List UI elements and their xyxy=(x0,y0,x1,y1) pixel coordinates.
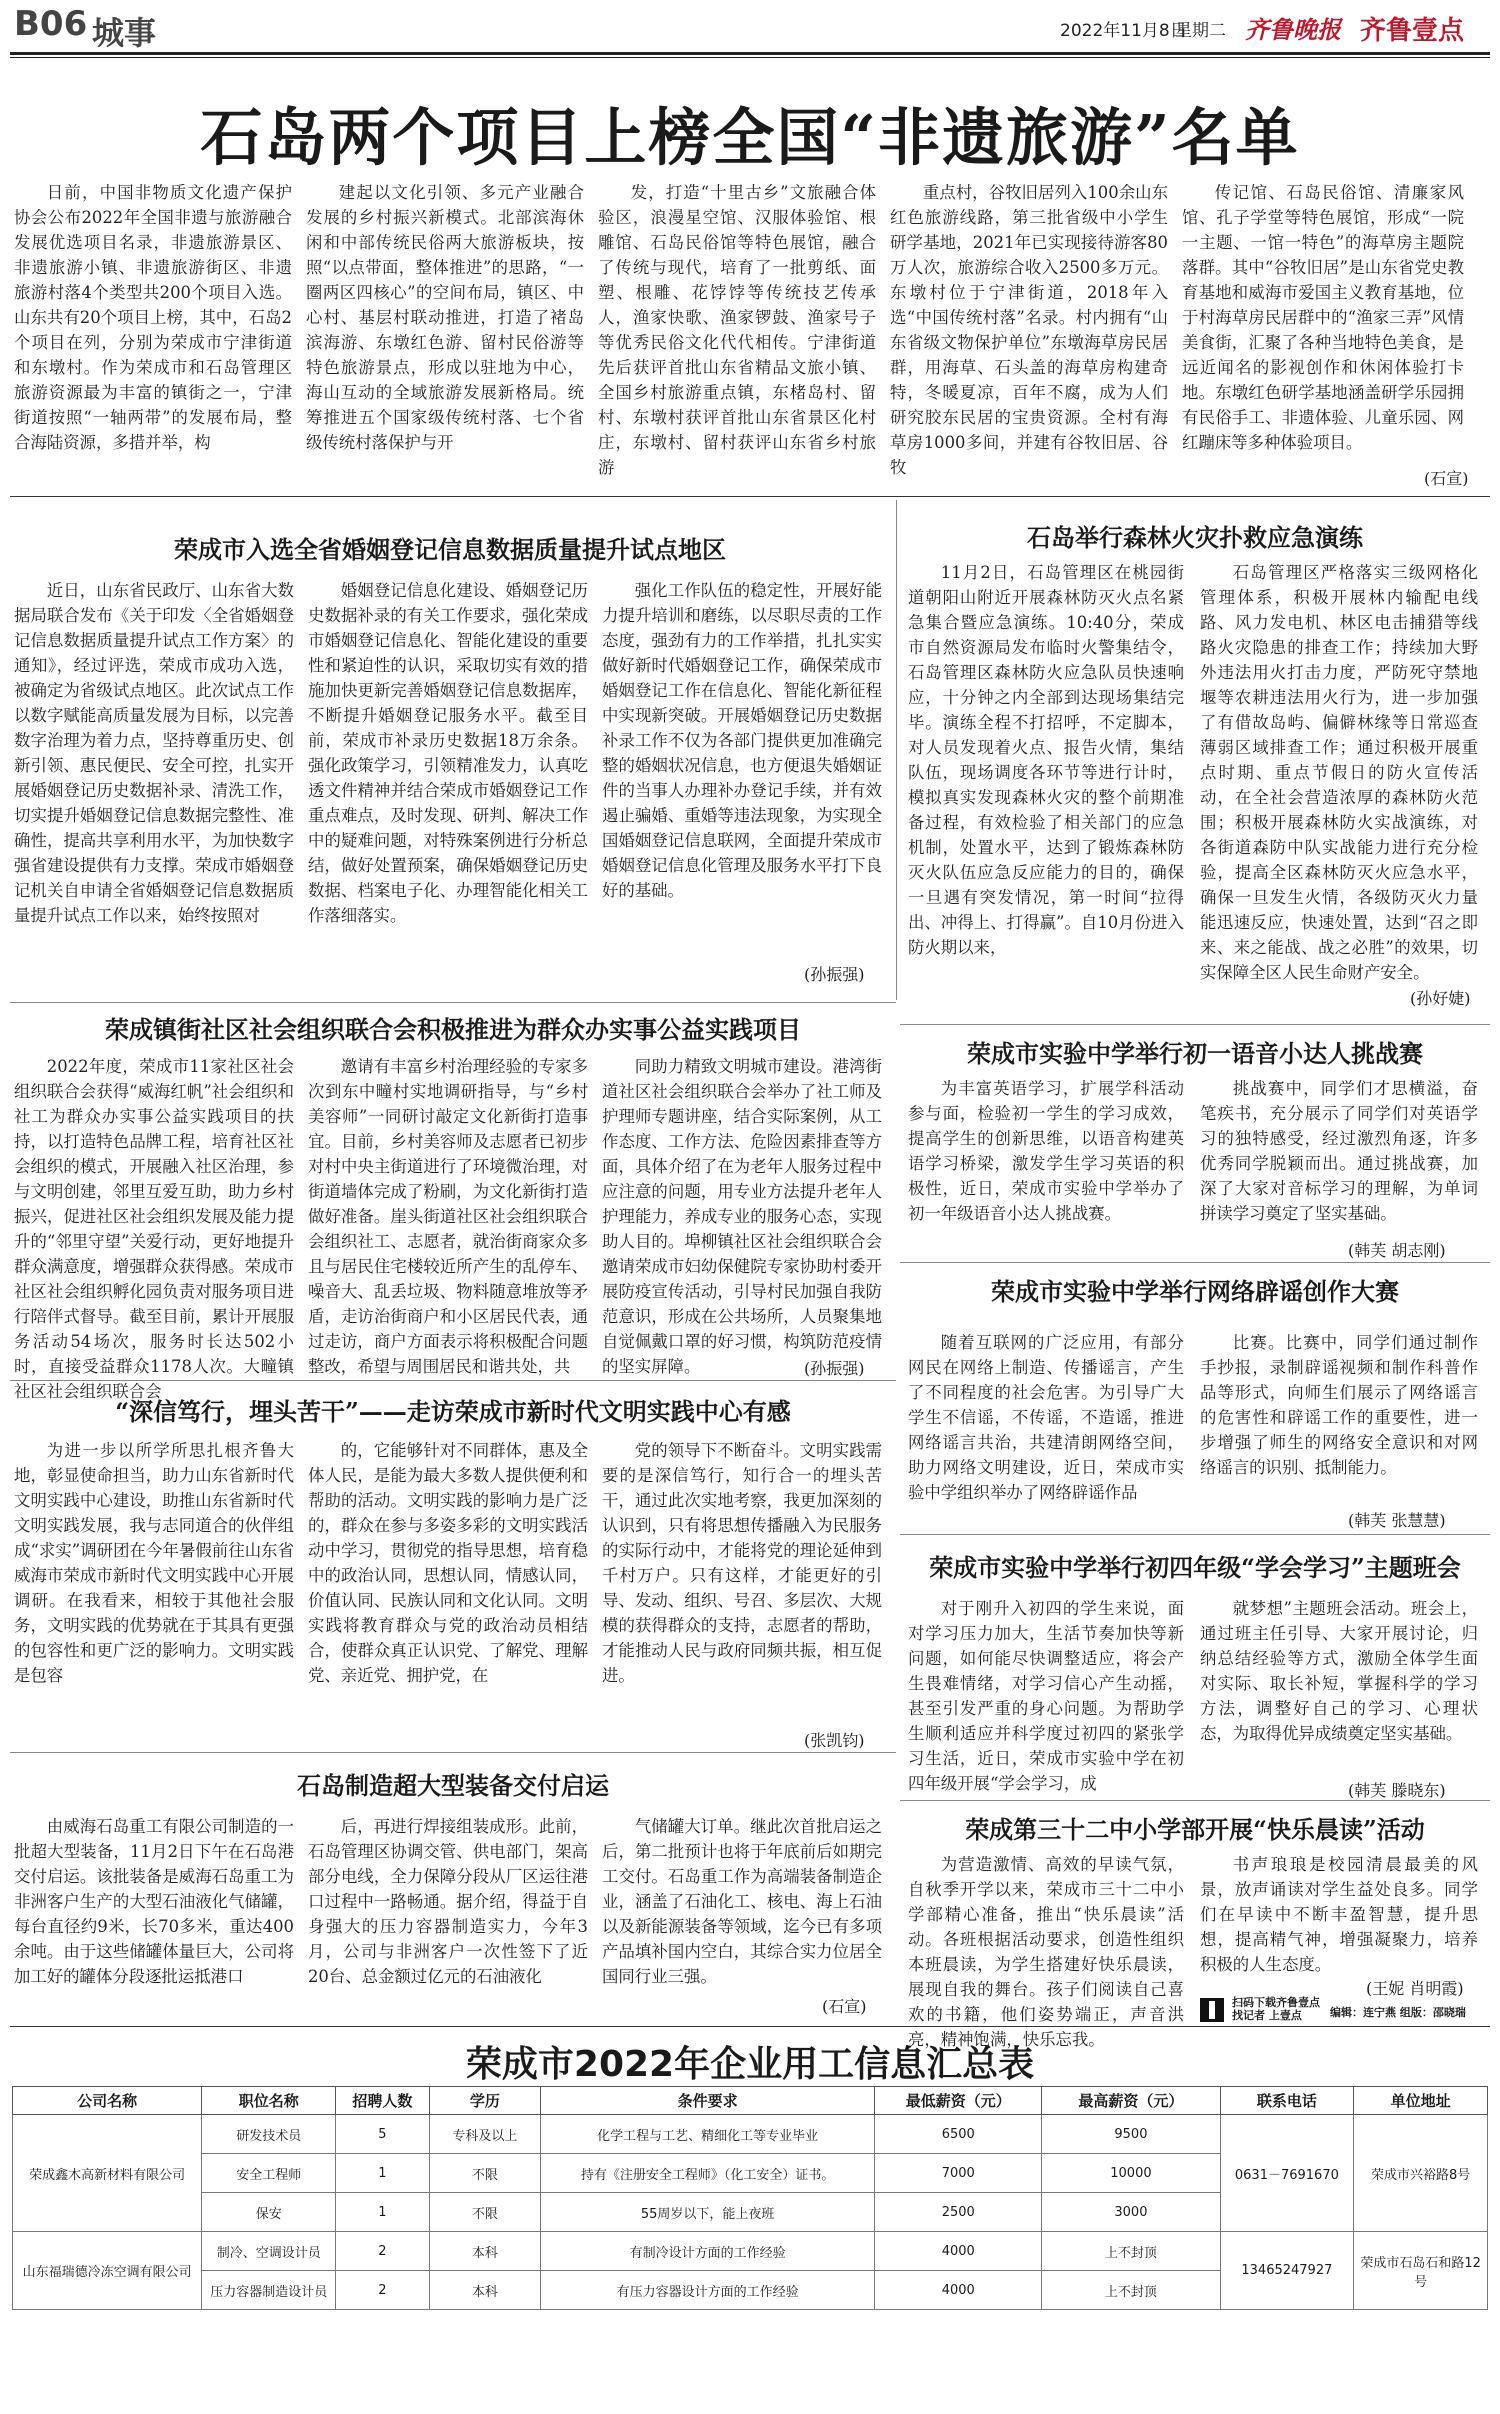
rumor-byline: (韩芙 张慧慧) xyxy=(1348,1511,1446,1530)
reading-byline: (王妮 肖明霞) xyxy=(1366,1979,1464,1998)
lead-article-col-3: 发，打造“十里古乡”文旅融合体验区，浪漫星空馆、汉服体验馆、根雕馆、石岛民俗馆等特色展馆，融合了传统与现代，培育了一批剪纸、面塑、根雕、花饽饽等传统技艺传承人，渔家快歌、渔家锣鼓、渔家号子等优秀民俗文化代代相传。宁津街道先后获评首批山东省精品文旅小镇、全国乡村旅游重点镇，东楮岛村、留村、东墩村获评首批山东省景区化村庄，东墩村、留村获评山东省乡村旅游 xyxy=(598,183,876,477)
issue-date: 2022年11月8日 xyxy=(1060,21,1187,41)
education: 本科 xyxy=(429,2271,540,2310)
divider xyxy=(10,496,1490,497)
article-title-marriage-data: 荣成市入选全省婚姻登记信息数据质量提升试点地区 xyxy=(174,535,726,564)
divider xyxy=(896,500,897,1000)
masthead-rule xyxy=(10,52,1490,55)
col-header-phone: 联系电话 xyxy=(1220,2087,1354,2115)
divider xyxy=(10,1380,896,1381)
article-title-learning-meeting: 荣成市实验中学举行初四年级“学会学习”主题班会 xyxy=(929,1553,1461,1582)
min-salary: 2500 xyxy=(875,2193,1042,2232)
position: 研发技术员 xyxy=(202,2115,336,2154)
lead-article-col-4: 重点村，谷牧旧居列入100余山东红色旅游线路，第三批省级中小学生研学基地，2021年已实现接待游客80万人次，旅游综合收入2500多万元。东墩村位于宁津街道，2018年入选“中国传统村落”名录。村内拥有“山东省级文物保护单位”东墩海草房民居群，用海草、石头盖的海草房构建奇特，冬暖夏凉，百年不腐，成为人们研究胶东民居的宝贵资源。全村有海草房1000多间，并建有谷牧旧居、谷牧 xyxy=(890,183,1168,477)
community-col-1: 2022年度，荣成市11家社区社会组织联合会获得“威海红帆”社会组织和社工为群众办实事公益实践项目的扶持，以打造特色品牌工程，培育社区社会组织的模式，开展融入社区治理，参与文明创建，邻里互爱互助，助力乡村振兴，促进社区社会组织发展及能力提升的“邻里守望”关爱行动，更好地提升群众满意度，增强群众获得感。荣成市社区社会组织孵化园负责对服务项目进行陪伴式督导。截至目前，累计开展服务活动54场次，服务时长达502小时，直接受益群众1178人次。大疃镇社区社会组织联合会 xyxy=(14,1057,294,1401)
divider xyxy=(900,1534,1490,1535)
max-salary: 9500 xyxy=(1042,2115,1220,2154)
learning-col-2: 就梦想”主题班会活动。班会上，通过班主任引导、大家开展讨论，归纳总结经验等方式，激励全体学生面对实际、取长补短，掌握科学的学习方法，调整好自己的学习、心理状态，为取得优异成绩奠定坚实基础。 xyxy=(1200,1599,1478,1743)
phonics-byline: (韩芙 胡志刚) xyxy=(1348,1241,1446,1260)
education: 专科及以上 xyxy=(429,2115,540,2154)
col-header-headcount: 招聘人数 xyxy=(336,2087,430,2115)
qr-caption-line-2: 找记者 上壹点 xyxy=(1232,2009,1302,2022)
education: 本科 xyxy=(429,2232,540,2271)
issue-weekday: 星期二 xyxy=(1175,21,1226,41)
requirements: 化学工程与工艺、精细化工等专业毕业 xyxy=(541,2115,875,2154)
page-number: B06 xyxy=(14,4,88,44)
qr-code-icon[interactable] xyxy=(1200,1998,1224,2022)
equipment-col-1: 由威海石岛重工有限公司制造的一批超大型装备，11月2日下午在石岛港交付启运。该批装备是威海石岛重工为非洲客户生产的大型石油液化气储罐，每台直径约9米，长70多米，重达400余吨。由于这些储罐体量巨大，公司将加工好的罐体分段逐批运抵港口 xyxy=(14,1817,294,1986)
editor-credit: 编辑：连宁燕 组版：邵晓瑞 xyxy=(1330,2006,1466,2019)
position: 保安 xyxy=(202,2193,336,2232)
community-col-3: 同助力精致文明城市建设。港湾街道社区社会组织联合会举办了社工师及护理师专题讲座，结合实际案例，从工作态度、工作方法、危险因素排查等方面，具体介绍了在为老年人服务过程中应注意的问题，用专业方法提升老年人护理能力，养成专业的服务心态，实现助人目的。埠柳镇社区社会组织联合会邀请荣成市妇幼保健院专家协助村委开展防疫宣传活动，引导村民加强自我防范意识，形成在公共场所，人员聚集地自觉佩戴口罩的好习惯，构筑防范疫情的坚实屏障。 xyxy=(602,1057,882,1376)
jobs-table-title: 荣成市2022年企业用工信息汇总表 xyxy=(465,2044,1035,2085)
learning-byline: (韩芙 滕晓东) xyxy=(1348,1781,1446,1800)
civilization-col-1: 为进一步以所学所思扎根齐鲁大地，彰显使命担当，助力山东省新时代文明实践中心建设，助推山东省新时代文明实践发展，我与志同道合的伙伴组成“求实”调研团在今年暑假前往山东省威海市荣成市新时代文明实践中心开展调研。在我看来，相较于其他社会服务，文明实践的优势就在于其具有更强的包容性和更广泛的影响力。文明实践是包容 xyxy=(14,1441,294,1685)
forest-col-1: 11月2日，石岛管理区在桃园街道朝阳山附近开展森林防灭火点名紧急集合暨应急演练。10:40分，荣成市自然资源局发布临时火警集结令，石岛管理区森林防火应急队员快速响应，十分钟之内全部到达现场集结完毕。演练全程不打招呼，不定脚本，对人员发现着火点、报告火情，集结队伍，现场调度各环节等进行计时，模拟真实发现森林火灾的整个前期准备过程，有效检验了相关部门的应急机制，处置水平，达到了锻炼森林防灭火队伍应急反应能力的目的，确保一旦遇有突发情况，第一时间“拉得出、冲得上、打得赢”。自10月份进入防火期以来， xyxy=(908,563,1184,957)
article-title-heavy-equipment: 石岛制造超大型装备交付启运 xyxy=(297,1771,609,1800)
article-title-morning-reading: 荣成第三十二中小学部开展“快乐晨读”活动 xyxy=(965,1815,1425,1844)
article-title-phonics: 荣成市实验中学举行初一语音小达人挑战赛 xyxy=(967,1039,1423,1068)
reading-col-2: 书声琅琅是校园清晨最美的风景，放声诵读对学生益处良多。同学们在早读中不断丰盈智慧，提升思想，提高精气神，增强凝聚力，培养积极的人生态度。 xyxy=(1200,1855,1478,1974)
marriage-col-1: 近日，山东省民政厅、山东省大数据局联合发布《关于印发〈全省婚姻登记信息数据质量提升试点工作方案〉的通知》，经过评选，荣成市成功入选，被确定为省级试点地区。此次试点工作以数字赋能高质量发展为目标，以完善数字治理为着力点，坚持尊重历史、创新引领、惠民便民、安全可控，扎实开展婚姻登记历史数据补录、清洗工作，切实提升婚姻登记信息数据完整性、准确性，提高共享利用水平，为加快数字强省建设提供有力支撑。荣成市婚姻登记机关自申请全省婚姻登记信息数据质量提升试点工作以来，始终按照对 xyxy=(14,581,294,925)
company-name: 山东福瑞德冷冻空调有限公司 xyxy=(13,2232,202,2310)
col-header-requirements: 条件要求 xyxy=(541,2087,875,2115)
min-salary: 4000 xyxy=(875,2232,1042,2271)
min-salary: 4000 xyxy=(875,2271,1042,2310)
article-title-community-org: 荣成镇街社区社会组织联合会积极推进为群众办实事公益实践项目 xyxy=(105,1015,801,1044)
company-name: 荣成鑫木高新材料有限公司 xyxy=(13,2115,202,2232)
max-salary: 上不封顶 xyxy=(1042,2271,1220,2310)
requirements: 持有《注册安全工程师》（化工安全）证书。 xyxy=(541,2154,875,2193)
divider xyxy=(10,1752,896,1753)
requirements: 有制冷设计方面的工作经验 xyxy=(541,2232,875,2271)
table-row xyxy=(13,2115,1488,2154)
learning-col-1: 对于刚升入初四的学生来说，面对学习压力加大，生活节奏加快等新问题，如何能尽快调整适应，将会产生畏难情绪，对学习信心产生动摇，甚至引发严重的身心问题。为帮助学生顺利适应并科学度过初四的紧张学习生活，近日，荣成市实验中学在初四年级开展“学会学习，成 xyxy=(908,1599,1184,1793)
civilization-col-3: 党的领导下不断奋斗。文明实践需要的是深信笃行，知行合一的埋头苦干，通过此次实地考察，我更加深刻的认识到，只有将思想传播融入为民服务的实际行动中，才能将党的理论延伸到千村万户。只有这样，才能更好的引导、发动、组织、号召、多层次、大规模的获得群众的支持，志愿者的帮助，才能推动人民与政府同频共振，相互促进。 xyxy=(602,1441,882,1685)
col-header-address: 单位地址 xyxy=(1354,2087,1488,2115)
divider xyxy=(10,1002,896,1003)
marriage-col-3: 强化工作队伍的稳定性，开展好能力提升培训和磨练，以尽职尽责的工作态度，强劲有力的工作举措，扎扎实实做好新时代婚姻登记工作，确保荣成市婚姻登记工作在信息化、智能化新征程中实现新突破。开展婚姻登记历史数据补录工作不仅为各部门提供更加准确完整的婚姻状况信息，也方便退失婚姻证件的当事人办理补办登记手续，并有效遏止骗婚、重婚等违法现象，为实现全国婚姻登记信息联网，全面提升荣成市婚姻登记信息化管理及服务水平打下良好的基础。 xyxy=(602,581,882,900)
community-col-2: 邀请有丰富乡村治理经验的专家多次到东中疃村实地调研指导，与“乡村美容师”一同研讨敲定文化新街打造事宜。目前，乡村美容师及志愿者已初步对村中央主街道进行了环境微治理，对街道墙体完成了粉刷，为文化新街打造做好准备。崖头街道社区社会组织联合会组织社工、志愿者，就治街商家众多且与居民住宅楼较近所产生的乱停车、噪音大、乱丢垃圾、物料随意堆放等矛盾，走访治街商户和小区居民代表，通过走访，商户方面表示将积极配合问题整改，希望与周围居民和谐共处，共 xyxy=(308,1057,588,1376)
brand-logo-qilu-evening: 齐鲁晚报 xyxy=(1245,15,1341,44)
rumor-col-2: 比赛。比赛中，同学们通过制作手抄报，录制辟谣视频和制作科普作品等形式，向师生们展示了网络谣言的危害性和辟谣工作的重要性，进一步增强了师生的网络安全意识和对网络谣言的识别、抵制能力。 xyxy=(1200,1333,1478,1477)
headcount: 1 xyxy=(336,2154,430,2193)
jobs-table xyxy=(12,2086,1488,2310)
position: 压力容器制造设计员 xyxy=(202,2271,336,2310)
reading-col-1: 为营造激情、高效的早读气氛，自秋季开学以来，荣成市三十二中小学部精心准备，推出“快乐晨读”活动。各班根据活动要求，创造性组织本班晨读，为学生搭建好快乐晨读，展现自我的舞台。孩子们阅读自己喜欢的书籍，他们姿势端正，声音洪亮，精神饱满，快乐忘我。 xyxy=(908,1855,1184,2049)
education: 不限 xyxy=(429,2154,540,2193)
position: 安全工程师 xyxy=(202,2154,336,2193)
divider xyxy=(900,1262,1490,1263)
requirements: 55周岁以下，能上夜班 xyxy=(541,2193,875,2232)
position: 制冷、空调设计员 xyxy=(202,2232,336,2271)
article-title-rumor-contest: 荣成市实验中学举行网络辟谣创作大赛 xyxy=(991,1277,1399,1306)
lead-article-col-5: 传记馆、石岛民俗馆、清廉家风馆、孔子学堂等特色展馆，形成“一院一主题、一馆一特色”的海草房主题院落群。其中“谷牧旧居”是山东省党史教育基地和威海市爱国主义教育基地，位于村海草房民居群中的“渔家三弄”风情美食街，汇聚了各种当地特色美食，是远近闻名的影视创作和休闲体验打卡地。东墩红色研学基地涵盖研学乐园拥有民俗手工、非遗体验、儿童乐园、网红蹦床等多种体验项目。 xyxy=(1182,183,1464,452)
col-header-company: 公司名称 xyxy=(13,2087,202,2115)
brand-logo-qilu-yidian: 齐鲁壹点 xyxy=(1360,16,1465,46)
col-header-min-salary: 最低薪资（元） xyxy=(875,2087,1042,2115)
phonics-col-1: 为丰富英语学习，扩展学科活动参与面，检验初一学生的学习成效，提高学生的创新思维，以语音构建英语学习桥梁，激发学生学习英语的积极性，近日，荣成市实验中学举办了初一年级语音小达人挑战赛。 xyxy=(908,1079,1184,1223)
min-salary: 7000 xyxy=(875,2154,1042,2193)
lead-article-col-2: 建起以文化引领、多元产业融合发展的乡村振兴新模式。北部滨海休闲和中部传统民俗两大旅游板块，按照“以点带面，整体推进”的思路，“一圈两区四核心”的空间布局，镇区、中心村、基层村联动推进，打造了褚岛滨海游、东墩红色游、留村民俗游等特色旅游景点，形成以驻地为中心，海山互动的全域旅游发展新格局。统筹推进五个国家级传统村落、七个省级传统村落保护与开 xyxy=(306,183,584,452)
equipment-col-2: 后，再进行焊接组装成形。此前，石岛管理区协调交管、供电部门，架高部分电线，全力保障分段从厂区运往港口过程中一路畅通。据介绍，得益于自身强大的压力容器制造实力，今年3月，公司与非洲客户一次性签下了近20台、总金额过亿元的石油液化 xyxy=(308,1817,588,1986)
civilization-byline: (张凯钧) xyxy=(804,1731,865,1750)
phone: 0631－7691670 xyxy=(1220,2115,1354,2232)
address: 荣成市兴裕路8号 xyxy=(1354,2115,1488,2232)
lead-article-col-1: 日前，中国非物质文化遗产保护协会公布2022年全国非遗与旅游融合发展优选项目名录，非遗旅游景区、非遗旅游小镇、非遗旅游街区、非遗旅游村落4个类型共200个项目入选。山东共有20个项目上榜，其中，石岛2个项目在列，分别为荣成市宁津街道和东墩村。作为荣成市和石岛管理区旅游资源最为丰富的镇街之一，宁津街道按照“一轴两带”的发展布局，整合海陆资源，多措并举，构 xyxy=(14,183,292,452)
divider xyxy=(900,1800,1490,1801)
divider xyxy=(900,1024,1490,1025)
forest-byline: (孙好婕) xyxy=(1410,989,1471,1008)
main-headline: 石岛两个项目上榜全国“非遗旅游”名单 xyxy=(200,101,1300,174)
marriage-byline: (孙振强) xyxy=(804,965,865,984)
table-row xyxy=(13,2232,1488,2271)
marriage-col-2: 婚姻登记信息化建设、婚姻登记历史数据补录的有关工作要求，强化荣成市婚姻登记信息化、智能化建设的重要性和紧迫性的认识，采取切实有效的措施加快更新完善婚姻登记信息数据库，不断提升婚姻登记服务水平。截至目前，荣成市补录历史数据18万余条。强化政策学习，引领精准发力，认真吃透文件精神并结合荣成市婚姻登记工作重点难点，及时发现、研判、解决工作中的疑难问题，对特殊案例进行分析总结，做好处置预案，确保婚姻登记历史数据、档案电子化、办理智能化相关工作落细落实。 xyxy=(308,581,588,925)
headcount: 2 xyxy=(336,2271,430,2310)
qr-caption-line-1: 扫码下载齐鲁壹点 xyxy=(1232,1996,1320,2009)
headcount: 2 xyxy=(336,2232,430,2271)
requirements: 有压力容器设计方面的工作经验 xyxy=(541,2271,875,2310)
max-salary: 10000 xyxy=(1042,2154,1220,2193)
phone: 13465247927 xyxy=(1220,2232,1354,2310)
masthead-rule-thin xyxy=(10,57,1490,58)
phonics-col-2: 挑战赛中，同学们才思横溢，奋笔疾书，充分展示了同学们对英语学习的独特感受，经过激烈角逐，许多优秀同学脱颖而出。通过挑战赛，加深了大家对音标学习的理解，为单词拼读学习奠定了坚实基础。 xyxy=(1200,1079,1478,1223)
col-header-education: 学历 xyxy=(429,2087,540,2115)
equipment-byline: (石宣) xyxy=(822,1997,867,2016)
community-byline: (孙振强) xyxy=(804,1359,865,1378)
rumor-col-1: 随着互联网的广泛应用，有部分网民在网络上制造、传播谣言，产生了不同程度的社会危害。为引导广大学生不信谣，不传谣，不造谣，推进网络谣言共治，共建清朗网络空间，助力网络文明建设，近日，荣成市实验中学组织举办了网络辟谣作品 xyxy=(908,1333,1184,1502)
lead-byline: (石宣) xyxy=(1424,469,1469,488)
min-salary: 6500 xyxy=(875,2115,1042,2154)
article-title-forest-fire: 石岛举行森林火灾扑救应急演练 xyxy=(1027,523,1363,552)
max-salary: 3000 xyxy=(1042,2193,1220,2232)
forest-col-2: 石岛管理区严格落实三级网格化管理体系，积极开展林内输配电线路、风力发电机、林区电击捕猎等线路火灾隐患的排查工作；持续加大野外违法用火打击力度，严防死守禁地堰等农耕违法用火行为，进一步加强了有借故岛屿、偏僻林缘等日常巡查薄弱区域排查工作；通过积极开展重点时期、重点节假日的防火宣传活动，在全社会营造浓厚的森林防火范围；积极开展森林防火实战演练，对各街道森防中队实战能力进行充分检验，提高全区森林防灭火应急水平，确保一旦发生火情，各级防灭火力量能迅速反应，快速处置，达到“召之即来、来之能战、战之必胜”的效果，切实保障全区人民生命财产安全。 xyxy=(1200,563,1478,982)
section-name: 城事 xyxy=(92,14,157,52)
col-header-max-salary: 最高薪资（元） xyxy=(1042,2087,1220,2115)
article-title-civilization-center: “深信笃行，埋头苦干”——走访荣成市新时代文明实践中心有感 xyxy=(115,1397,791,1426)
col-header-position: 职位名称 xyxy=(202,2087,336,2115)
address: 荣成市石岛石和路12号 xyxy=(1354,2232,1488,2310)
equipment-col-3: 气储罐大订单。继此次首批启运之后，第二批预计也将于年底前后如期完工交付。石岛重工作为高端装备制造企业，涵盖了石油化工、核电、海上石油以及新能源装备等领域，迄今已有多项产品填补国内空白，其综合实力位居全国同行业三强。 xyxy=(602,1817,882,1986)
civilization-col-2: 的，它能够针对不同群体，惠及全体人民，是能为最大多数人提供便利和帮助的活动。文明实践的影响力是广泛的，群众在参与多姿多彩的文明实践活动中学习，贯彻党的指导思想，培育稳中的政治认同，思想认同，情感认同，价值认同、民族认同和文化认同。文明实践将教育群众与党的政治动员相结合，使群众真正认识党、了解党、理解党、亲近党、拥护党，在 xyxy=(308,1441,588,1685)
headcount: 1 xyxy=(336,2193,430,2232)
education: 不限 xyxy=(429,2193,540,2232)
qr-caption xyxy=(1232,1996,1320,2022)
max-salary: 上不封顶 xyxy=(1042,2232,1220,2271)
headcount: 5 xyxy=(336,2115,430,2154)
divider xyxy=(10,2026,1490,2027)
